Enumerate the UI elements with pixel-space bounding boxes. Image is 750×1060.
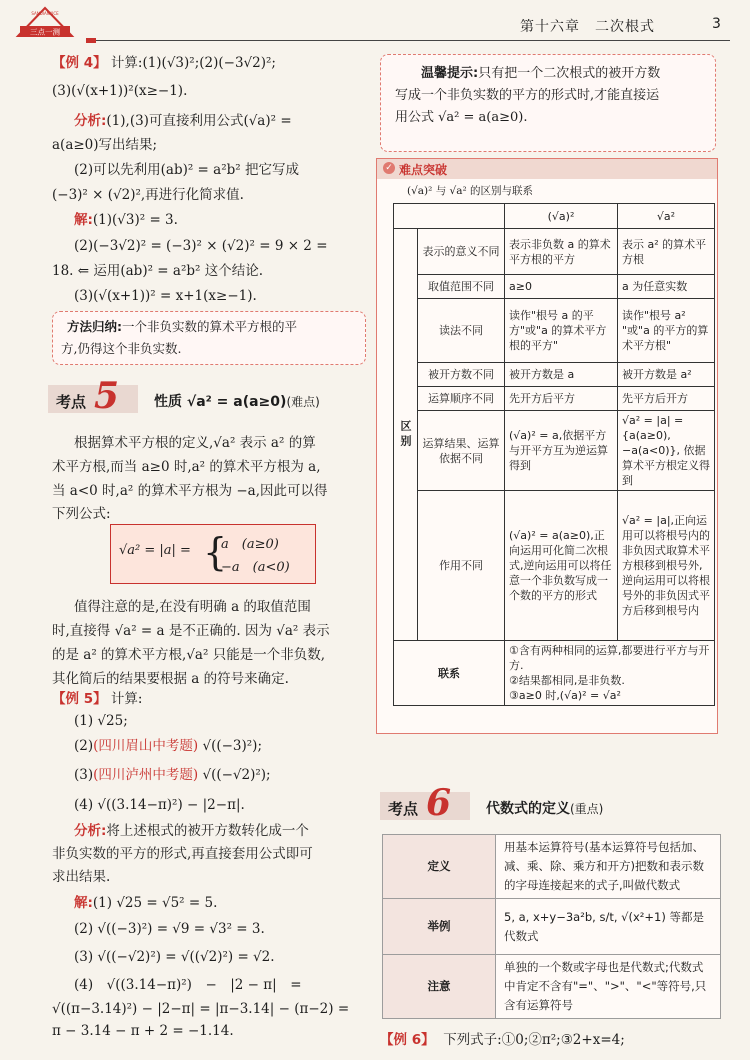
- solution-5-line-3: (3) √((−√2)²) = √((√2)²) = √2.: [74, 949, 275, 965]
- solution-4-line-2: (2)(−3√2)² = (−3)² × (√2)² = 9 × 2 =: [74, 238, 328, 254]
- key-point-5-note: (难点): [286, 395, 320, 409]
- row-label: 运算结果、运算依据不同: [418, 411, 505, 491]
- warm-tip-box: [380, 54, 716, 152]
- tip-line-1: 只有把一个二次根式的被开方数: [478, 66, 661, 81]
- table-row: [383, 835, 721, 899]
- paragraph-1-line-1: 根据算术平方根的定义,√a² 表示 a² 的算: [74, 435, 316, 451]
- key-point-6-note: (重点): [570, 802, 604, 816]
- row-label: 作用不同: [418, 491, 505, 641]
- example-4-tag: 【例 4】: [52, 55, 107, 71]
- table-row: [394, 641, 715, 706]
- solution-5-line-1: (1) √25 = √5² = 5.: [92, 895, 218, 911]
- solution-4-line-4: (3)(√(x+1))² = x+1(x≥−1).: [74, 288, 257, 304]
- paragraph-2-line-2: 时,直接得 √a² = a 是不正确的. 因为 √a² 表示: [52, 623, 330, 639]
- solution-4-line-1: (1)(√3)² = 3.: [92, 212, 178, 228]
- example-4-line-2: (3)(√(x+1))²(x≥−1).: [52, 83, 188, 99]
- method-line-1: 一个非负实数的算术平方根的平: [122, 319, 298, 334]
- definition-table: [382, 834, 721, 1019]
- key-point-5-heading: [48, 375, 366, 417]
- method-line-2: 方,仍得这个非负实数.: [61, 341, 182, 356]
- key-point-label: 考点: [388, 800, 419, 818]
- difficulty-title: 难点突破: [399, 163, 448, 177]
- svg-text:三点一测: 三点一测: [30, 27, 60, 37]
- analysis-4-line-1: (1),(3)可直接利用公式(√a)² =: [106, 113, 292, 129]
- table-header-row: [394, 204, 715, 229]
- paragraph-1-line-2: 术平方根,而当 a≥0 时,a² 的算术平方根为 a,: [52, 459, 321, 475]
- column-header-2: √a²: [618, 204, 715, 229]
- cell: 表示非负数 a 的算术平方根的平方: [505, 229, 618, 275]
- solution-5-tag: 解:: [74, 895, 93, 911]
- tip-label: 温馨提示:: [421, 66, 479, 81]
- table-row: [383, 899, 721, 955]
- row-label: 注意: [383, 955, 496, 1019]
- solution-4-tag: 解:: [74, 212, 93, 228]
- row-label: 取值范围不同: [418, 275, 505, 299]
- key-point-number: 6: [426, 782, 452, 824]
- formula-box: [110, 524, 316, 584]
- difficulty-header: [377, 159, 717, 179]
- cell: 单独的一个数或字母也是代数式;代数式中肯定不含有"="、">"、"<"等符号,只含有运算符号: [496, 955, 721, 1019]
- difficulty-breakthrough-panel: [376, 158, 718, 734]
- analysis-5-line-3: 求出结果.: [52, 869, 111, 885]
- cell: a 为任意实数: [618, 275, 715, 299]
- paragraph-2-line-4: 其化简后的结果要根据 a 的符号来确定.: [52, 671, 289, 687]
- example-5-item-3-source: (四川泸州中考题): [93, 767, 199, 783]
- example-5-item-1: (1) √25;: [74, 713, 128, 729]
- solution-5-line-5: √((π−3.14)²) − |2−π| = |π−3.14| − (π−2) =: [52, 1001, 350, 1017]
- cell: √a² = |a|,正向运用可以将根号内的非负因式取算术平方根移到根号外,逆向运用可以将根号外的非负因式平方后移到根号内: [618, 491, 715, 641]
- cell: 表示 a² 的算术平方根: [618, 229, 715, 275]
- paragraph-2-line-3: 的是 a² 的算术平方根,√a² 只能是一个非负数,: [52, 647, 325, 663]
- example-6-line: [380, 1028, 625, 1048]
- page-number: 3: [712, 16, 721, 32]
- publisher-logo: [14, 4, 76, 38]
- formula-lhs: √a² = |a| =: [119, 543, 191, 558]
- cell: √a² = |a| = {a(a≥0), −a(a<0)}, 依据算术平方根定义得到: [618, 411, 715, 491]
- key-point-label: 考点: [56, 393, 87, 411]
- row-label: 运算顺序不同: [418, 387, 505, 411]
- cell: 先平方后开方: [618, 387, 715, 411]
- example-5-head: 计算:: [110, 691, 143, 707]
- comparison-table: [393, 203, 715, 706]
- method-summary-box: [52, 311, 366, 365]
- row-label: 表示的意义不同: [418, 229, 505, 275]
- paragraph-1-line-4: 下列公式:: [52, 506, 111, 522]
- example-4-line-1: 计算:(1)(√3)²;(2)(−3√2)²;: [110, 55, 276, 71]
- link-label: 联系: [394, 641, 505, 706]
- page-header: [0, 0, 750, 44]
- solution-5-line-6: π − 3.14 − π + 2 = −1.14.: [52, 1023, 234, 1039]
- paragraph-2: [52, 596, 362, 691]
- method-label: 方法归纳:: [67, 319, 122, 334]
- example-5-item-3-num: (3): [74, 767, 94, 783]
- example-5-item-2-source: (四川眉山中考题): [93, 738, 199, 754]
- cell: 5, a, x+y−3a²b, s/t, √(x²+1) 等都是代数式: [496, 899, 721, 955]
- chapter-title: 第十六章 二次根式: [520, 19, 655, 35]
- key-point-6-title: 代数式的定义: [486, 801, 570, 817]
- cell: a≥0: [505, 275, 618, 299]
- example-5-item-2-num: (2): [74, 738, 94, 754]
- example-6-tag: 【例 6】: [380, 1032, 435, 1048]
- table-corner: [394, 204, 505, 229]
- cell: 读作"根号 a² "或"a 的平方的算术平方根": [618, 299, 715, 363]
- table-row: [394, 363, 715, 387]
- table-row: [394, 411, 715, 491]
- cell: (√a)² = a,依据平方与开平方互为逆运算得到: [505, 411, 618, 491]
- formula-brace: {: [203, 530, 228, 574]
- group-label-difference: 区别: [394, 229, 418, 641]
- row-label: 举例: [383, 899, 496, 955]
- example-5-item-3-expr: √((−√2)²);: [202, 767, 271, 783]
- formula-case-2: −a (a<0): [221, 560, 290, 575]
- table-row: [394, 387, 715, 411]
- table-row: [394, 275, 715, 299]
- example-5-block: [52, 688, 362, 1039]
- analysis-5-line-2: 非负实数的平方的形式,再直接套用公式即可: [52, 846, 313, 862]
- example-5-tag: 【例 5】: [52, 691, 107, 707]
- paragraph-2-line-1: 值得注意的是,在没有明确 a 的取值范围: [74, 599, 311, 615]
- key-point-6-heading: [380, 782, 716, 824]
- analysis-4-line-2: a(a≥0)写出结果;: [52, 137, 158, 153]
- paragraph-1-line-3: 当 a<0 时,a² 的算术平方根为 −a,因此可以得: [52, 483, 328, 499]
- tip-line-2: 写成一个非负实数的平方的形式时,才能直接运: [395, 88, 660, 103]
- example-5-item-4: (4) √((3.14−π)²) − |2−π|.: [74, 797, 245, 813]
- cell: 先开方后平方: [505, 387, 618, 411]
- link-line-1: ①含有两种相同的运算,都要进行平方与开方.: [509, 644, 710, 672]
- table-row: [394, 491, 715, 641]
- example-6-text: 下列式子:①0;②π²;③2+x=4;: [443, 1032, 625, 1048]
- row-label: 定义: [383, 835, 496, 899]
- key-point-number: 5: [94, 375, 120, 417]
- example-5-item-2-expr: √((−3)²);: [202, 738, 262, 754]
- key-point-5-title: 性质 √a² = a(a≥0): [154, 394, 287, 410]
- analysis-4-tag: 分析:: [74, 113, 107, 129]
- paragraph-1: [52, 432, 362, 522]
- cell: 被开方数是 a: [505, 363, 618, 387]
- header-rule: [90, 40, 730, 41]
- analysis-4-line-4: (−3)² × (√2)²,再进行化简求值.: [52, 187, 244, 203]
- cell: 读作"根号 a 的平方"或"a 的算术平方根的平方": [505, 299, 618, 363]
- row-label: 被开方数不同: [418, 363, 505, 387]
- solution-5-line-4: (4) √((3.14−π)²) − |2 − π| =: [74, 977, 302, 993]
- table-row: [394, 229, 715, 275]
- cell: 被开方数是 a²: [618, 363, 715, 387]
- analysis-5-tag: 分析:: [74, 823, 107, 839]
- solution-4-line-3: 18. ⇐ 运用(ab)² = a²b² 这个结论.: [52, 263, 263, 279]
- analysis-4-line-3: (2)可以先利用(ab)² = a²b² 把它写成: [74, 162, 299, 178]
- tip-line-3: 用公式 √a² = a(a≥0).: [395, 110, 528, 125]
- header-accent: [86, 38, 96, 43]
- link-cell: [505, 641, 715, 706]
- lightbulb-icon: ✓: [383, 162, 395, 174]
- table-row: [383, 955, 721, 1019]
- analysis-5-line-1: 将上述根式的被开方数转化成一个: [106, 823, 309, 839]
- formula-case-1: a (a≥0): [221, 537, 279, 552]
- solution-5-line-2: (2) √((−3)²) = √9 = √3² = 3.: [74, 921, 265, 937]
- link-line-3: ③a≥0 时,(√a)² = √a²: [509, 689, 621, 702]
- cell: (√a)² = a(a≥0),正向运用可化简二次根式,逆向运用可以将任意一个非负数写成一个数的平方的形式: [505, 491, 618, 641]
- svg-text:SANDIANYICE: SANDIANYICE: [31, 11, 59, 16]
- table-row: [394, 299, 715, 363]
- table-caption: (√a)² 与 √a² 的区别与联系: [407, 185, 534, 197]
- column-header-1: (√a)²: [505, 204, 618, 229]
- example-4-block: [52, 52, 362, 312]
- link-line-2: ②结果都相同,是非负数.: [509, 674, 625, 687]
- cell: 用基本运算符号(基本运算符号包括加、减、乘、除、乘方和开方)把数和表示数的字母连接起来的式子,叫做代数式: [496, 835, 721, 899]
- row-label: 读法不同: [418, 299, 505, 363]
